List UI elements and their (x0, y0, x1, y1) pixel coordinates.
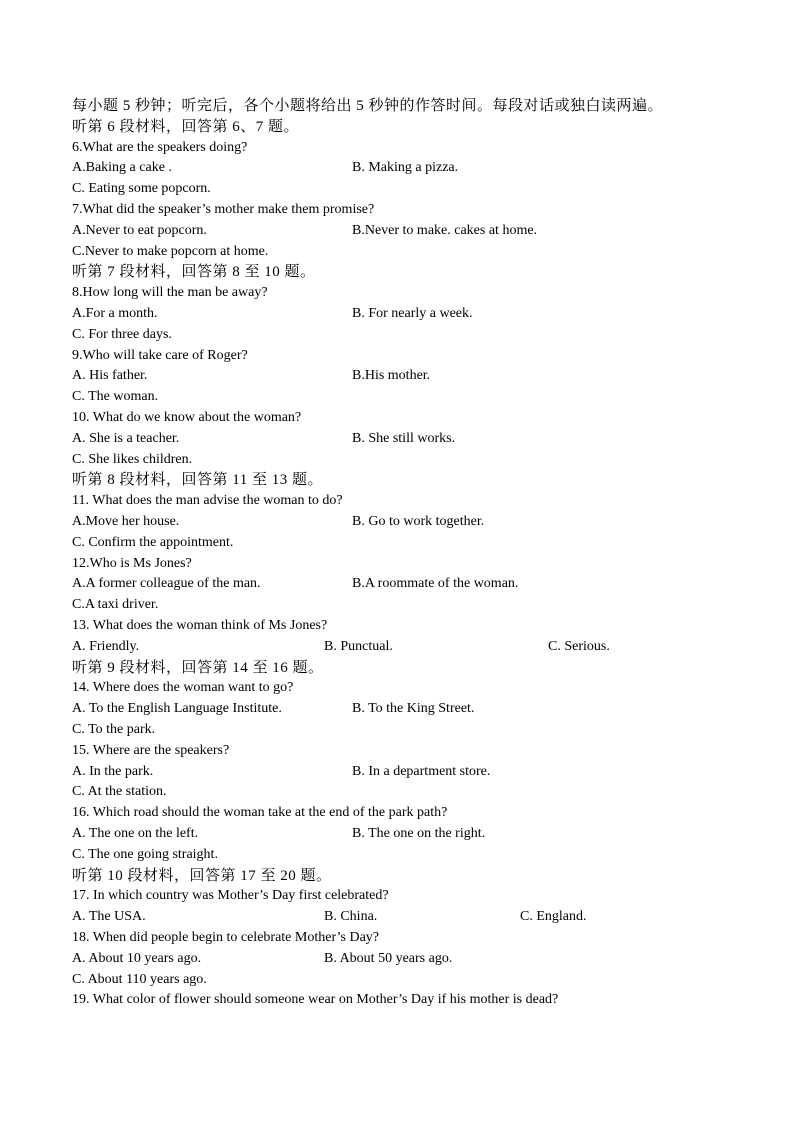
options-row (72, 720, 734, 740)
question-text: 18. When did people begin to celebrate Mother’s Day? (72, 930, 379, 945)
answer-option: B. Making a pizza. (352, 160, 459, 176)
answer-option: B. In a department store. (352, 763, 491, 779)
options-row (72, 949, 734, 969)
question-text: 19. What color of flower should someone wear on Mother’s Day if his mother is dead? (72, 992, 559, 1008)
options-row (72, 970, 734, 990)
answer-option: A. The one on the left. (72, 826, 199, 841)
options-row (72, 387, 734, 407)
section-heading: 听第 10 段材料，回答第 17 至 20 题。 (72, 867, 332, 884)
answer-option: B. China. (324, 909, 378, 925)
answer-option: C. Confirm the appointment. (72, 534, 234, 550)
answer-option: C.Never to make popcorn at home. (72, 243, 269, 259)
answer-option: B. For nearly a week. (352, 306, 473, 321)
answer-option: B. She still works. (352, 430, 456, 446)
question-text: 12.Who is Ms Jones? (72, 555, 192, 571)
question-text: 14. Where does the woman want to go? (72, 680, 294, 696)
answer-option: C. About 110 years ago. (72, 971, 207, 987)
question-text: 6.What are the speakers doing? (72, 139, 248, 155)
answer-option: C. She likes children. (72, 451, 193, 467)
answer-option: C. England. (520, 909, 587, 925)
answer-option: B. The one on the right. (352, 826, 486, 841)
answer-option: A. Friendly. (72, 638, 140, 654)
options-row (72, 512, 734, 532)
answer-option: B. Go to work together. (352, 514, 485, 529)
options-row (72, 158, 734, 178)
options-row (72, 533, 734, 553)
options-row (72, 304, 734, 324)
answer-option: A. The USA. (72, 909, 146, 925)
answer-option: A.Baking a cake . (72, 160, 172, 176)
answer-option: C. To the park. (72, 722, 156, 737)
answer-option: A. To the English Language Institute. (72, 701, 282, 717)
options-row (72, 824, 734, 844)
options-row (72, 242, 734, 262)
answer-option: A.Move her house. (72, 514, 180, 529)
question-text: 17. In which country was Mother’s Day first celebrated? (72, 888, 389, 904)
question-text: 7.What did the speaker’s mother make them promise? (72, 202, 375, 217)
answer-option: C. Eating some popcorn. (72, 181, 211, 197)
options-row (72, 595, 734, 615)
question-text: 11. What does the man advise the woman to do? (72, 493, 343, 509)
options-row (72, 782, 734, 802)
answer-option: B.His mother. (352, 368, 431, 384)
options-row (72, 637, 734, 657)
answer-option: C. The one going straight. (72, 846, 218, 862)
answer-option: A.For a month. (72, 306, 158, 321)
answer-option: B.Never to make. cakes at home. (352, 222, 538, 238)
answer-option: C. The woman. (72, 389, 159, 405)
instructions-line: 每小题 5 秒钟；听完后，各个小题将给出 5 秒钟的作答时间。每段对话或独白读两遍。 (72, 98, 664, 114)
answer-option: B. To the King Street. (352, 701, 475, 717)
options-row (72, 762, 734, 782)
question-text: 8.How long will the man be away? (72, 285, 268, 301)
answer-option: B. About 50 years ago. (324, 950, 453, 966)
answer-option: C. For three days. (72, 326, 172, 342)
section-heading: 听第 7 段材料，回答第 8 至 10 题。 (72, 264, 316, 281)
options-row (72, 845, 734, 865)
section-heading: 听第 6 段材料，回答第 6、7 题。 (72, 118, 300, 135)
options-row (72, 325, 734, 345)
options-row (72, 907, 734, 927)
answer-option: C.A taxi driver. (72, 597, 159, 613)
answer-option: A. She is a teacher. (72, 430, 180, 446)
answer-option: A. In the park. (72, 763, 154, 779)
answer-option: C. Serious. (548, 638, 610, 654)
question-text: 10. What do we know about the woman? (72, 410, 302, 425)
question-text: 15. Where are the speakers? (72, 742, 230, 758)
question-text: 16. Which road should the woman take at the end of the park path? (72, 805, 448, 821)
options-row (72, 699, 734, 719)
answer-option: A. His father. (72, 368, 148, 384)
answer-option: C. At the station. (72, 784, 167, 800)
options-row (72, 366, 734, 386)
answer-option: A. About 10 years ago. (72, 950, 202, 966)
options-row (72, 179, 734, 199)
answer-option: B. Punctual. (324, 638, 393, 654)
question-text: 13. What does the woman think of Ms Jones? (72, 618, 328, 633)
section-heading: 听第 8 段材料，回答第 11 至 13 题。 (72, 472, 323, 489)
options-row (72, 221, 734, 241)
answer-option: A.A former colleague of the man. (72, 576, 261, 592)
section-heading: 听第 9 段材料，回答第 14 至 16 题。 (72, 659, 324, 676)
options-row (72, 450, 734, 470)
answer-option: B.A roommate of the woman. (352, 576, 519, 592)
options-row (72, 574, 734, 594)
answer-option: A.Never to eat popcorn. (72, 222, 207, 238)
options-row (72, 429, 734, 449)
question-text: 9.Who will take care of Roger? (72, 347, 248, 363)
